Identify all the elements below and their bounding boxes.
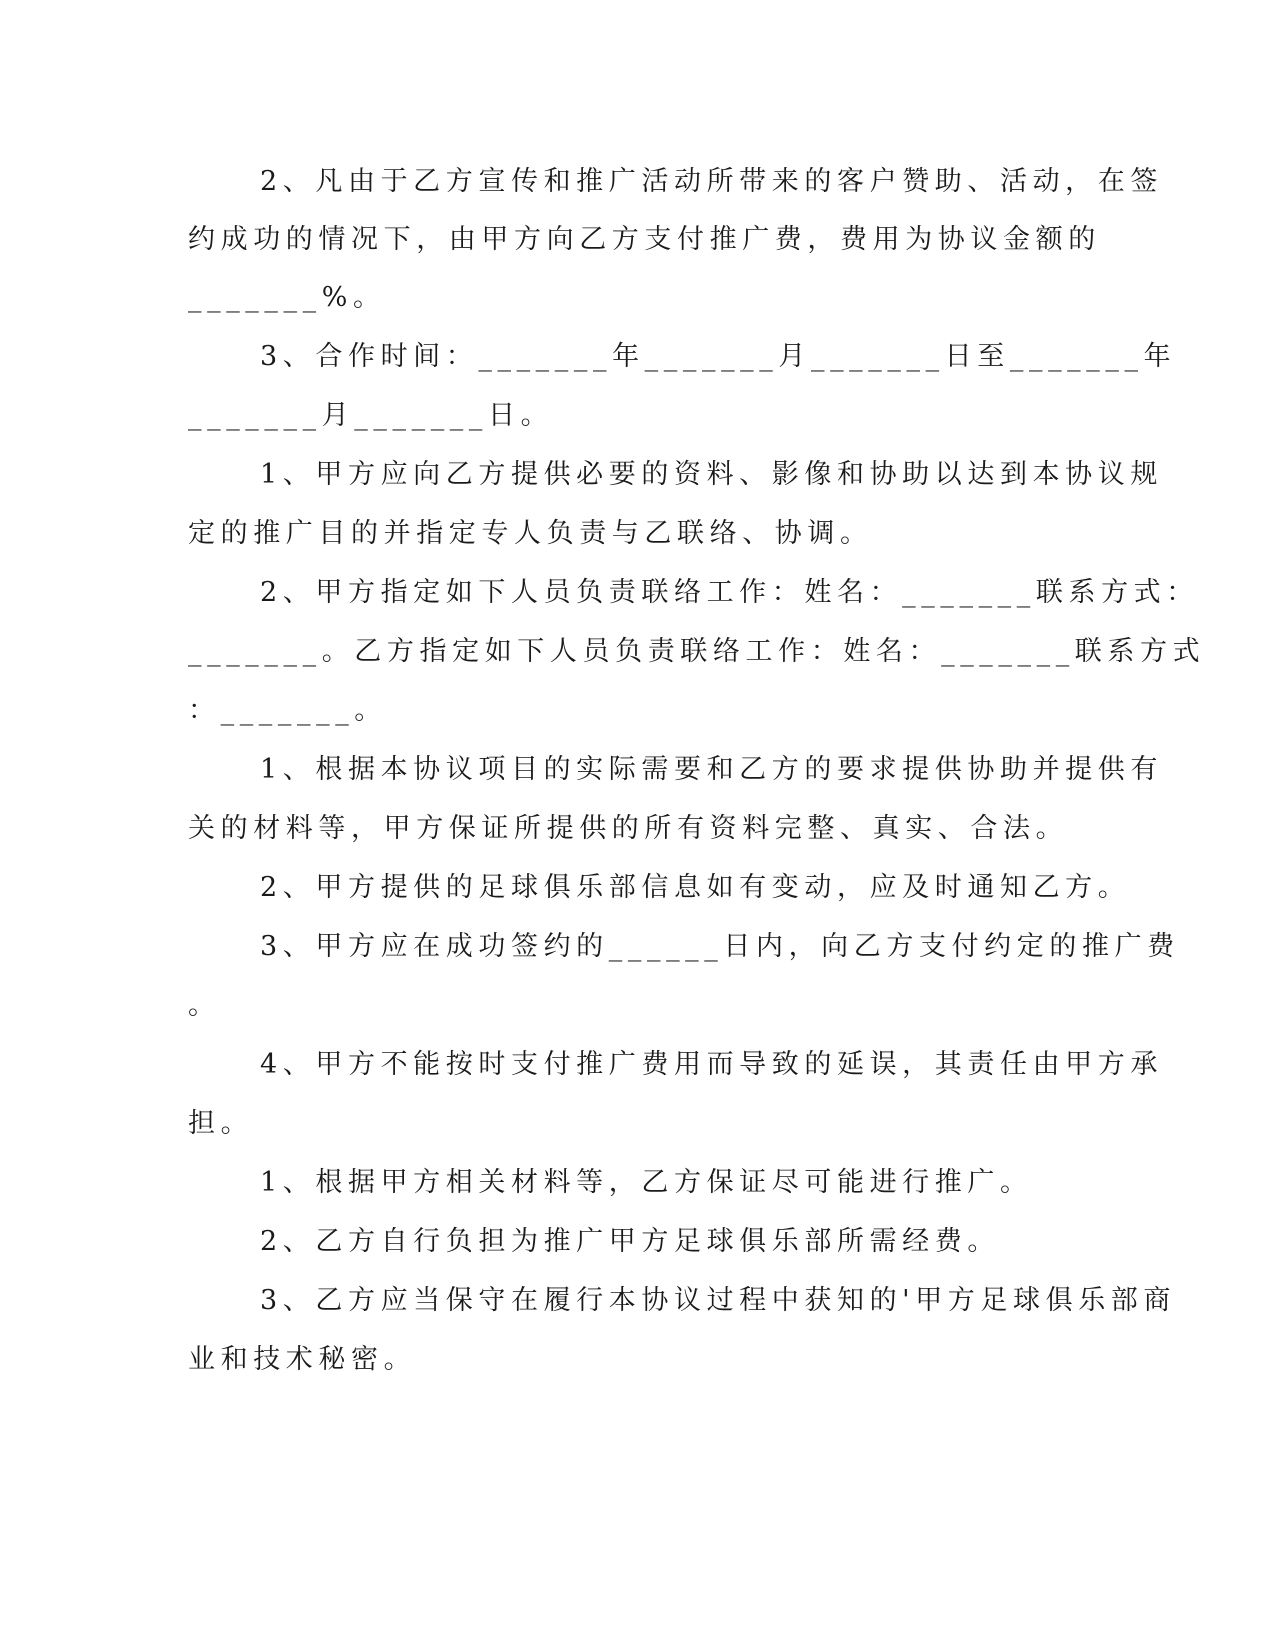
paragraph-line: 担。 xyxy=(188,1108,254,1139)
paragraph-line: 3、合作时间：_______年_______月_______日至_______年 xyxy=(260,341,1177,372)
paragraph-line: 3、甲方应在成功签约的______日内，向乙方支付约定的推广费 xyxy=(260,931,1180,962)
paragraph-line: 。 xyxy=(188,990,221,1021)
paragraph-line: _______月_______日。 xyxy=(188,400,554,431)
paragraph-line: 2、甲方提供的足球俱乐部信息如有变动，应及时通知乙方。 xyxy=(260,872,1131,903)
paragraph-line: ：_______。 xyxy=(188,695,387,726)
paragraph-line: 2、凡由于乙方宣传和推广活动所带来的客户赞助、活动，在签 xyxy=(260,166,1163,197)
paragraph-line: 3、乙方应当保守在履行本协议过程中获知的'甲方足球俱乐部商 xyxy=(260,1285,1176,1316)
paragraph-line: 定的推广目的并指定专人负责与乙联络、协调。 xyxy=(188,518,873,549)
paragraph-line: _______%。 xyxy=(188,282,386,313)
paragraph-line: _______。乙方指定如下人员负责联络工作：姓名：_______联系方式 xyxy=(188,636,1206,667)
paragraph-line: 1、甲方应向乙方提供必要的资料、影像和协助以达到本协议规 xyxy=(260,459,1163,490)
paragraph-line: 业和技术秘密。 xyxy=(188,1344,417,1375)
paragraph-line: 2、甲方指定如下人员负责联络工作：姓名：_______联系方式： xyxy=(260,577,1199,608)
paragraph-line: 约成功的情况下，由甲方向乙方支付推广费，费用为协议金额的 xyxy=(188,224,1101,255)
paragraph-line: 1、根据甲方相关材料等，乙方保证尽可能进行推广。 xyxy=(260,1167,1033,1198)
paragraph-line: 1、根据本协议项目的实际需要和乙方的要求提供协助并提供有 xyxy=(260,754,1163,785)
paragraph-line: 4、甲方不能按时支付推广费用而导致的延误，其责任由甲方承 xyxy=(260,1049,1163,1080)
paragraph-line: 关的材料等，甲方保证所提供的所有资料完整、真实、合法。 xyxy=(188,813,1069,844)
paragraph-line: 2、乙方自行负担为推广甲方足球俱乐部所需经费。 xyxy=(260,1226,1000,1257)
